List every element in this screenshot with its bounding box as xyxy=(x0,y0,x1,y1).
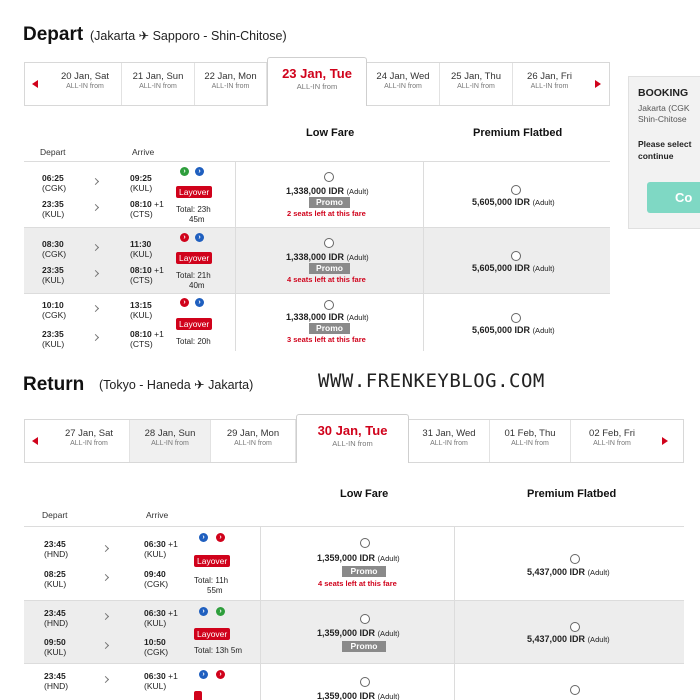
depart-date-selected[interactable]: 23 Jan, Tue ALL-IN from xyxy=(267,57,367,106)
chevron-right-icon xyxy=(92,270,99,277)
chevron-right-icon xyxy=(92,334,99,341)
depart-date-1[interactable]: 21 Jan, Sun ALL-IN from xyxy=(122,63,195,105)
return-col-arrive: Arrive xyxy=(146,510,169,520)
low-fare-price: 1,338,000 IDR (Adult) xyxy=(286,312,369,322)
chevron-right-icon xyxy=(92,305,99,312)
return-low-fare-header: Low Fare xyxy=(340,488,389,500)
low-fare-radio[interactable] xyxy=(360,614,370,624)
airline-icon: › xyxy=(216,607,225,616)
low-fare-radio[interactable] xyxy=(360,677,370,687)
booking-route: Jakarta (CGK Shin-Chitose xyxy=(638,103,690,124)
chevron-right-icon xyxy=(102,574,109,581)
chevron-right-icon xyxy=(102,613,109,620)
depart-title: Depart xyxy=(23,24,84,45)
promo-badge: Promo xyxy=(309,263,350,274)
chevron-right-icon xyxy=(102,642,109,649)
depart-low-fare-header: Low Fare xyxy=(306,127,355,139)
total-duration: Total: 23h 45m xyxy=(176,205,211,224)
depart-route: (Jakarta ✈ Sapporo - Shin-Chitose) xyxy=(90,29,287,43)
promo-badge: Promo xyxy=(342,641,386,652)
layover-badge[interactable] xyxy=(194,691,202,700)
return-premium-header: Premium Flatbed xyxy=(527,488,617,500)
return-title: Return xyxy=(23,374,85,395)
premium-price: 5,605,000 IDR (Adult) xyxy=(472,263,555,273)
airline-icon: › xyxy=(180,167,189,176)
prev-dates-icon[interactable] xyxy=(32,437,38,445)
continue-button[interactable]: Co xyxy=(647,182,700,213)
return-date-5[interactable]: 01 Feb, Thu ALL-IN from xyxy=(490,420,571,462)
return-col-depart: Depart xyxy=(42,510,68,520)
return-date-bar xyxy=(24,419,684,463)
layover-badge[interactable]: Layover xyxy=(176,186,212,198)
chevron-right-icon xyxy=(92,244,99,251)
airline-icon: › xyxy=(180,298,189,307)
airline-icon: › xyxy=(199,670,208,679)
low-fare-price: 1,338,000 IDR (Adult) xyxy=(286,252,369,262)
airline-icon: › xyxy=(180,233,189,242)
depart-date-2[interactable]: 22 Jan, Mon ALL-IN from xyxy=(195,63,267,105)
return-date-selected[interactable]: 30 Jan, Tue ALL-IN from xyxy=(296,414,409,463)
seats-left: 4 seats left at this fare xyxy=(318,579,397,588)
layover-badge[interactable]: Layover xyxy=(176,318,212,330)
table-row[interactable]: 23:45 (HND) 06:30 +1 (KUL) 08:25 (KUL) 09:40 (CGK) › › Layover Total: 11h 55m 1,359,000 IDR (Adult) Promo 4 seats left at this fare 5,437,000 IDR (Adult) xyxy=(24,526,684,600)
premium-radio[interactable] xyxy=(570,685,580,695)
layover-badge[interactable]: Layover xyxy=(194,555,230,567)
low-fare-radio[interactable] xyxy=(324,238,334,248)
depart-date-0[interactable]: 20 Jan, Sat ALL-IN from xyxy=(49,63,122,105)
table-row[interactable]: 08:30 (CGK) 11:30 (KUL) 23:35 (KUL) 08:10 +1 (CTS) › › Layover Total: 21h 40m 1,338,000 IDR (Adult) Promo 4 seats left at this fare 5,605,000 IDR (Adult) xyxy=(24,227,610,293)
chevron-right-icon xyxy=(92,204,99,211)
premium-price: 5,605,000 IDR (Adult) xyxy=(472,325,555,335)
low-fare-price: 1,359,000 IDR (Adult) xyxy=(317,691,400,700)
booking-message: Please select continue xyxy=(638,139,692,161)
table-row[interactable]: 06:25 (CGK) 09:25 (KUL) 23:35 (KUL) 08:10 +1 (CTS) › › Layover Total: 23h 45m 1,338,000 IDR (Adult) Promo 2 seats left at this fare 5,605,000 IDR (Adult) xyxy=(24,161,610,227)
promo-badge: Promo xyxy=(309,197,350,208)
promo-badge: Promo xyxy=(309,323,350,334)
airline-icon: › xyxy=(199,607,208,616)
depart-date-bar xyxy=(24,62,610,106)
table-row[interactable]: 10:10 (CGK) 13:15 (KUL) 23:35 (KUL) 08:10 +1 (CTS) › › Layover Total: 20h 1,338,000 IDR (Adult) Promo 3 seats left at this fare 5,605,000 IDR (Adult) xyxy=(24,293,610,350)
total-duration: Total: 21h 40m xyxy=(176,271,211,290)
airline-icon: › xyxy=(195,298,204,307)
layover-badge[interactable]: Layover xyxy=(194,628,230,640)
prev-dates-icon[interactable] xyxy=(32,80,38,88)
watermark: WWW.FRENKEYBLOG.COM xyxy=(318,370,545,392)
next-dates-icon[interactable] xyxy=(595,80,601,88)
total-duration: Total: 13h 5m xyxy=(194,646,243,655)
premium-price: 5,605,000 IDR (Adult) xyxy=(472,197,555,207)
premium-radio[interactable] xyxy=(511,313,521,323)
depart-col-arrive: Arrive xyxy=(132,147,155,157)
low-fare-radio[interactable] xyxy=(324,300,334,310)
return-date-0[interactable]: 27 Jan, Sat ALL-IN from xyxy=(49,420,130,462)
chevron-right-icon xyxy=(102,676,109,683)
airline-icon: › xyxy=(216,533,225,542)
table-row[interactable]: 23:45 (HND) 06:30 +1 (KUL) › › 1,359,000 IDR (Adult) xyxy=(24,663,684,700)
premium-price: 5,437,000 IDR (Adult) xyxy=(527,567,610,577)
airline-icon: › xyxy=(216,670,225,679)
airline-icon: › xyxy=(195,233,204,242)
chevron-right-icon xyxy=(92,178,99,185)
premium-price: 5,437,000 IDR (Adult) xyxy=(527,634,610,644)
return-date-1[interactable]: 28 Jan, Sun ALL-IN from xyxy=(130,420,211,462)
seats-left: 3 seats left at this fare xyxy=(287,335,366,344)
chevron-right-icon xyxy=(102,545,109,552)
airline-icon: › xyxy=(199,533,208,542)
depart-premium-header: Premium Flatbed xyxy=(473,127,563,139)
total-duration: Total: 11h 55m xyxy=(194,576,229,595)
layover-badge[interactable]: Layover xyxy=(176,252,212,264)
premium-radio[interactable] xyxy=(570,622,580,632)
premium-radio[interactable] xyxy=(511,185,521,195)
next-dates-icon[interactable] xyxy=(662,437,668,445)
booking-summary-panel xyxy=(628,76,700,229)
depart-date-5[interactable]: 25 Jan, Thu ALL-IN from xyxy=(440,63,513,105)
promo-badge: Promo xyxy=(342,566,386,577)
return-date-2[interactable]: 29 Jan, Mon ALL-IN from xyxy=(211,420,296,462)
seats-left: 4 seats left at this fare xyxy=(287,275,366,284)
airline-icon: › xyxy=(195,167,204,176)
low-fare-radio[interactable] xyxy=(360,538,370,548)
low-fare-price: 1,359,000 IDR (Adult) xyxy=(317,628,400,638)
seats-left: 2 seats left at this fare xyxy=(287,209,366,218)
depart-date-4[interactable]: 24 Jan, Wed ALL-IN from xyxy=(367,63,440,105)
return-route: (Tokyo - Haneda ✈ Jakarta) xyxy=(99,378,254,392)
premium-radio[interactable] xyxy=(570,554,580,564)
low-fare-price: 1,359,000 IDR (Adult) xyxy=(317,553,400,563)
premium-radio[interactable] xyxy=(511,251,521,261)
low-fare-radio[interactable] xyxy=(324,172,334,182)
return-date-6[interactable]: 02 Feb, Fri ALL-IN from xyxy=(589,428,635,447)
total-duration: Total: 20h xyxy=(176,337,211,346)
table-row[interactable]: 23:45 (HND) 06:30 +1 (KUL) 09:50 (KUL) 10:50 (CGK) › › Layover Total: 13h 5m 1,359,000 IDR (Adult) Promo 5,437,000 IDR (Adult) xyxy=(24,600,684,663)
depart-date-6[interactable]: 26 Jan, Fri ALL-IN from xyxy=(527,71,572,90)
low-fare-price: 1,338,000 IDR (Adult) xyxy=(286,186,369,196)
depart-col-depart: Depart xyxy=(40,147,66,157)
return-date-4[interactable]: 31 Jan, Wed ALL-IN from xyxy=(409,420,490,462)
booking-title: BOOKING xyxy=(638,87,689,99)
